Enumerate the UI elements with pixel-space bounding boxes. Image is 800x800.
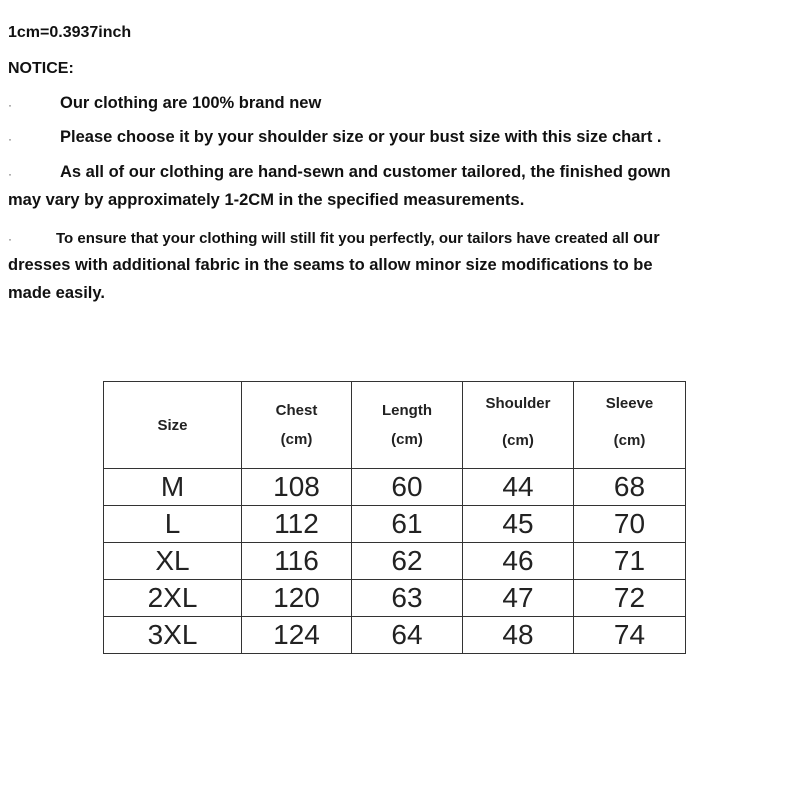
table-row	[104, 469, 686, 506]
notice-line-4a-tail: our	[633, 229, 660, 247]
cell-length: 64	[352, 617, 463, 654]
cell-size: M	[104, 469, 242, 506]
notice-line-4a	[56, 229, 660, 248]
cell-length: 62	[352, 543, 463, 580]
header-shoulder	[463, 382, 574, 469]
cell-shoulder: 44	[463, 469, 574, 506]
table-row	[104, 617, 686, 654]
cell-size: 2XL	[104, 580, 242, 617]
cell-size: 3XL	[104, 617, 242, 654]
header-chest-label: Chest	[275, 402, 318, 419]
unit-conversion: 1cm=0.3937inch	[8, 24, 132, 41]
header-shoulder-unit: (cm)	[502, 432, 534, 449]
notice-line-1: Our clothing are 100% brand new	[60, 94, 322, 112]
cell-size: L	[104, 506, 242, 543]
cell-shoulder: 46	[463, 543, 574, 580]
cell-length: 61	[352, 506, 463, 543]
cell-chest: 120	[242, 580, 352, 617]
cell-sleeve: 72	[574, 580, 686, 617]
notice-line-3b: may vary by approximately 1-2CM in the specified measurements.	[8, 191, 525, 209]
header-size-label: Size	[157, 416, 188, 434]
bullet: ·	[8, 98, 12, 112]
table-row	[104, 543, 686, 580]
bullet: ·	[8, 132, 12, 146]
header-length-label: Length	[382, 402, 432, 419]
header-shoulder-label: Shoulder	[485, 395, 551, 412]
notice-line-2: Please choose it by your shoulder size or your bust size with this size chart .	[60, 128, 662, 146]
table-row	[104, 506, 686, 543]
notice-line-4c: made easily.	[8, 284, 105, 302]
bullet: ·	[8, 232, 12, 246]
cell-size: XL	[104, 543, 242, 580]
cell-sleeve: 74	[574, 617, 686, 654]
header-chest-unit: (cm)	[280, 431, 313, 448]
cell-sleeve: 71	[574, 543, 686, 580]
header-length	[352, 382, 463, 469]
cell-chest: 112	[242, 506, 352, 543]
notice-line-4b: dresses with additional fabric in the seams to allow minor size modifications to be	[8, 256, 653, 274]
header-sleeve-unit: (cm)	[613, 432, 646, 449]
notice-heading: NOTICE:	[8, 60, 74, 77]
header-chest	[242, 382, 352, 469]
table-row	[104, 580, 686, 617]
bullet: ·	[8, 167, 12, 181]
size-chart-table	[103, 381, 686, 654]
cell-shoulder: 47	[463, 580, 574, 617]
header-size	[104, 382, 242, 469]
cell-sleeve: 68	[574, 469, 686, 506]
cell-sleeve: 70	[574, 506, 686, 543]
table-header-row	[104, 382, 686, 469]
cell-shoulder: 45	[463, 506, 574, 543]
header-length-unit: (cm)	[391, 431, 423, 448]
cell-chest: 108	[242, 469, 352, 506]
cell-chest: 124	[242, 617, 352, 654]
cell-chest: 116	[242, 543, 352, 580]
header-sleeve-label: Sleeve	[605, 395, 654, 412]
header-sleeve	[574, 382, 686, 469]
cell-length: 63	[352, 580, 463, 617]
notice-line-3a: As all of our clothing are hand-sewn and customer tailored, the finished gown	[60, 163, 671, 181]
notice-line-4a-text: To ensure that your clothing will still fit you perfectly, our tailors have created all	[56, 230, 629, 247]
cell-length: 60	[352, 469, 463, 506]
cell-shoulder: 48	[463, 617, 574, 654]
